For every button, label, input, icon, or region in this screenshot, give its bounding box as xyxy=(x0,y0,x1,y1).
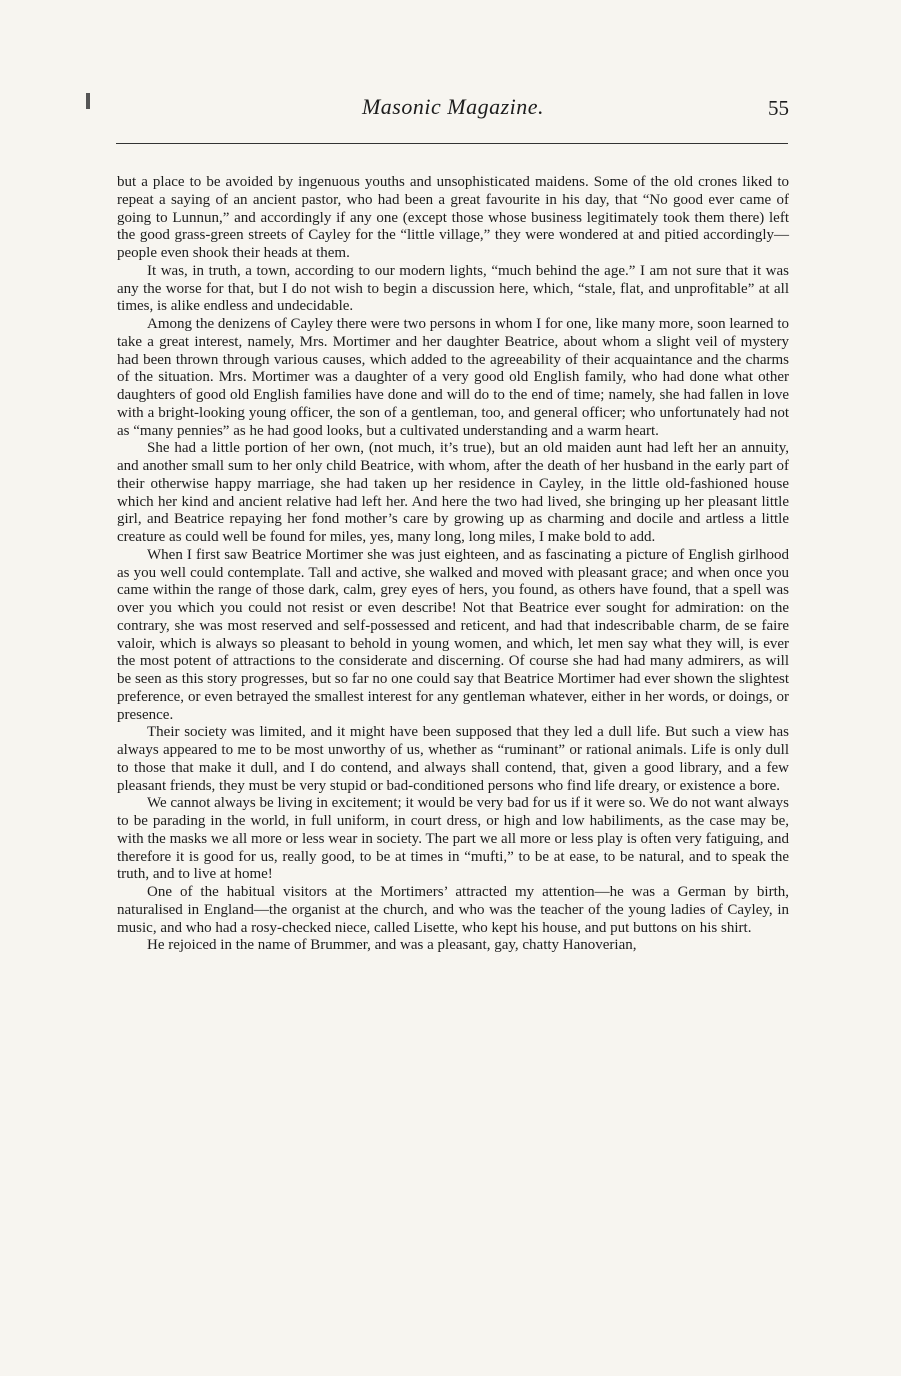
page-header xyxy=(117,94,789,130)
paragraph: When I first saw Beatrice Mortimer she was just eighteen, and as fascinating a picture of English girlhood as you well could contemplate. Tall and active, she walked and moved with pleasant grace; and when once you came within the range of those dark, calm, grey eyes of hers, you found, as others have found, that a spell was over you which you could not resist or even describe! Not that Beatrice ever sought for admiration: on the contrary, she was most reserved and self-possessed and reticent, and had that indescribable charm, de se faire valoir, which is always so pleasant to behold in young women, and which, let men say what they will, is ever the most potent of attractions to the considerate and discerning. Of course she had had many admirers, as will be seen as this story progresses, but so far no one could say that Beatrice Mortimer had ever shown the slightest preference, or even betrayed the smallest interest for any gentleman whatever, either in her words, or doings, or presence. xyxy=(117,546,789,723)
paragraph: She had a little portion of her own, (not much, it’s true), but an old maiden aunt had left her an annuity, and another small sum to her only child Beatrice, with whom, after the death of her husband in the early part of their otherwise happy marriage, she had taken up her residence in Cayley, in the little old-fashioned house which her kind and ancient relative had left her. And here the two had lived, she bringing up her pleasant little girl, and Beatrice repaying her fond mother’s care by growing up as charming and docile and artless a little creature as could well be found for miles, yes, many long, long miles, I make bold to add. xyxy=(117,440,789,545)
paragraph: It was, in truth, a town, according to our modern lights, “much behind the age.” I am not sure that it was any the worse for that, but I do not wish to begin a discussion here, which, “stale, flat, and unprofitable” at all times, is alike endless and undecidable. xyxy=(117,262,789,315)
paragraph: but a place to be avoided by ingenuous youths and unsophisticated maidens. Some of the old crones liked to repeat a saying of an ancient pastor, who had been a great favourite in his day, that “No good ever came of going to Lunnun,” and accordingly if any one (except those whose business legitimately took them there) left the good grass-green streets of Cayley for the “little village,” they were wondered at and pitied accordingly—people even shook their heads at them. xyxy=(117,174,789,261)
header-rule xyxy=(116,143,788,144)
paragraph: Among the denizens of Cayley there were two persons in whom I for one, like many more, soon learned to take a great interest, namely, Mrs. Mortimer and her daughter Beatrice, about whom a slight veil of mystery had been thrown through various causes, which added to the agreeability of their acquaintance and the charms of the situation. Mrs. Mortimer was a daughter of a very good old English family, who had done what other daughters of good old English families have done and will do to the end of time; namely, she had fallen in love with a bright-looking young officer, the son of a gentleman, too, and general officer; who unfortunately had not as “many pennies” as he had good looks, but a cultivated understanding and a warm heart. xyxy=(117,316,789,439)
article-body xyxy=(117,174,789,955)
running-title: Masonic Magazine. xyxy=(361,94,545,119)
paragraph: He rejoiced in the name of Brummer, and was a pleasant, gay, chatty Hanoverian, xyxy=(147,937,637,954)
paragraph: One of the habitual visitors at the Mortimers’ attracted my attention—he was a German by birth, naturalised in England—the organist at the church, and who was the teacher of the young ladies of Cayley, in music, and who had a rosy-checked niece, called Lisette, who kept his house, and put buttons on his shirt. xyxy=(117,884,789,936)
page-number: 55 xyxy=(768,96,789,120)
paragraph: Their society was limited, and it might have been supposed that they led a dull life. But such a view has always appeared to me to be most unworthy of us, whether as “ruminant” or rational animals. Life is only dull to those that make it dull, and I do contend, and always shall contend, that, given a good library, and a few pleasant friends, they must be very stupid or bad-conditioned persons who find life dreary, or existence a bore. xyxy=(117,724,789,794)
paragraph: We cannot always be living in excitement; it would be very bad for us if it were so. We do not want always to be parading in the world, in full uniform, in court dress, or high and low habiliments, as the case may be, with the masks we all more or less wear in society. The part we all more or less play is often very fatiguing, and therefore it is good for us, really good, to be at times in “mufti,” to be at ease, to be natural, and to speak the truth, and to live at home! xyxy=(117,795,789,883)
margin-mark xyxy=(86,93,90,109)
